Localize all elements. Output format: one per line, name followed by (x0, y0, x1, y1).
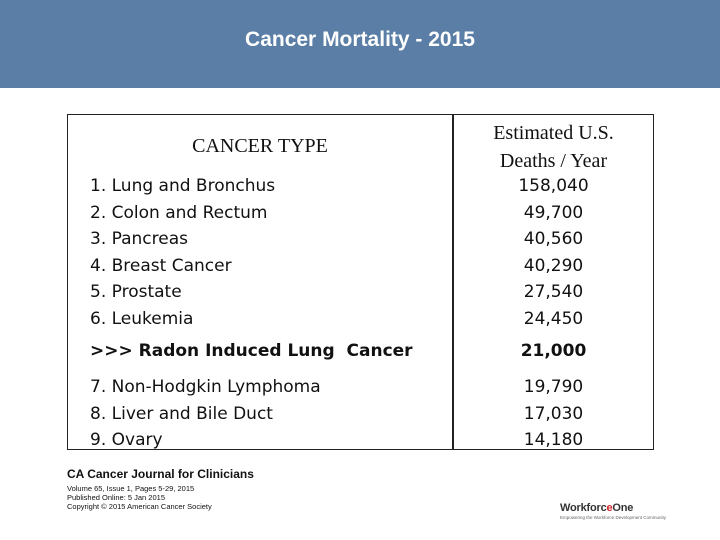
table-row-cause: 8. Liver and Bile Duct (90, 403, 273, 424)
table-row-deaths: 17,030 (523, 403, 584, 424)
header-estimated-deaths (453, 119, 654, 175)
table-row-cause: 6. Leukemia (90, 308, 194, 329)
value-list-group2 (453, 374, 654, 454)
header-deaths-line1: Estimated U.S. (493, 122, 614, 144)
logo-wordmark: WorkforceOne (560, 502, 634, 514)
table-row-deaths: 19,790 (523, 377, 584, 397)
cause-list-group1 (90, 173, 275, 332)
header-deaths-line2: Deaths / Year (499, 150, 608, 172)
workforce-one-logo (560, 502, 666, 532)
logo-tagline: Empowering the Workforce Development Community (560, 515, 666, 520)
table-row-cause: 7. Non-Hodgkin Lymphoma (90, 377, 321, 397)
citation (67, 467, 254, 511)
value-list-group1 (453, 173, 654, 332)
table-row-deaths: 49,700 (523, 202, 584, 223)
citation-published: Published Online: 5 Jan 2015 (67, 493, 165, 502)
slide-title: Cancer Mortality - 2015 (245, 28, 475, 51)
table-row-deaths: 40,290 (523, 255, 584, 276)
table-row-cause: 9. Ovary (90, 430, 163, 450)
radon-row-cause: >>> Radon Induced Lung Cancer (90, 341, 413, 361)
table-row-cause: 3. Pancreas (90, 229, 188, 249)
citation-copyright: Copyright © 2015 American Cancer Society (67, 502, 212, 511)
table-row-deaths: 158,040 (518, 176, 589, 196)
cause-list-group2 (90, 374, 321, 454)
journal-name: CA Cancer Journal for Clinicians (67, 467, 254, 481)
radon-row-deaths: 21,000 (520, 341, 587, 361)
table-row-cause: 5. Prostate (90, 282, 182, 302)
table-row-cause: 1. Lung and Bronchus (90, 176, 276, 196)
header-cancer-type: CANCER TYPE (192, 135, 328, 157)
table-row-deaths: 24,450 (523, 308, 584, 329)
citation-volume: Volume 65, Issue 1, Pages 5-29, 2015 (67, 484, 195, 493)
table-row-cause: 4. Breast Cancer (90, 255, 232, 276)
table-row-deaths: 40,560 (523, 229, 584, 249)
table-row-cause: 2. Colon and Rectum (90, 202, 268, 223)
mortality-table (67, 114, 654, 450)
table-row-deaths: 27,540 (523, 282, 584, 302)
logo-accent-letter: e (606, 502, 613, 514)
table-row-deaths: 14,180 (523, 430, 584, 450)
